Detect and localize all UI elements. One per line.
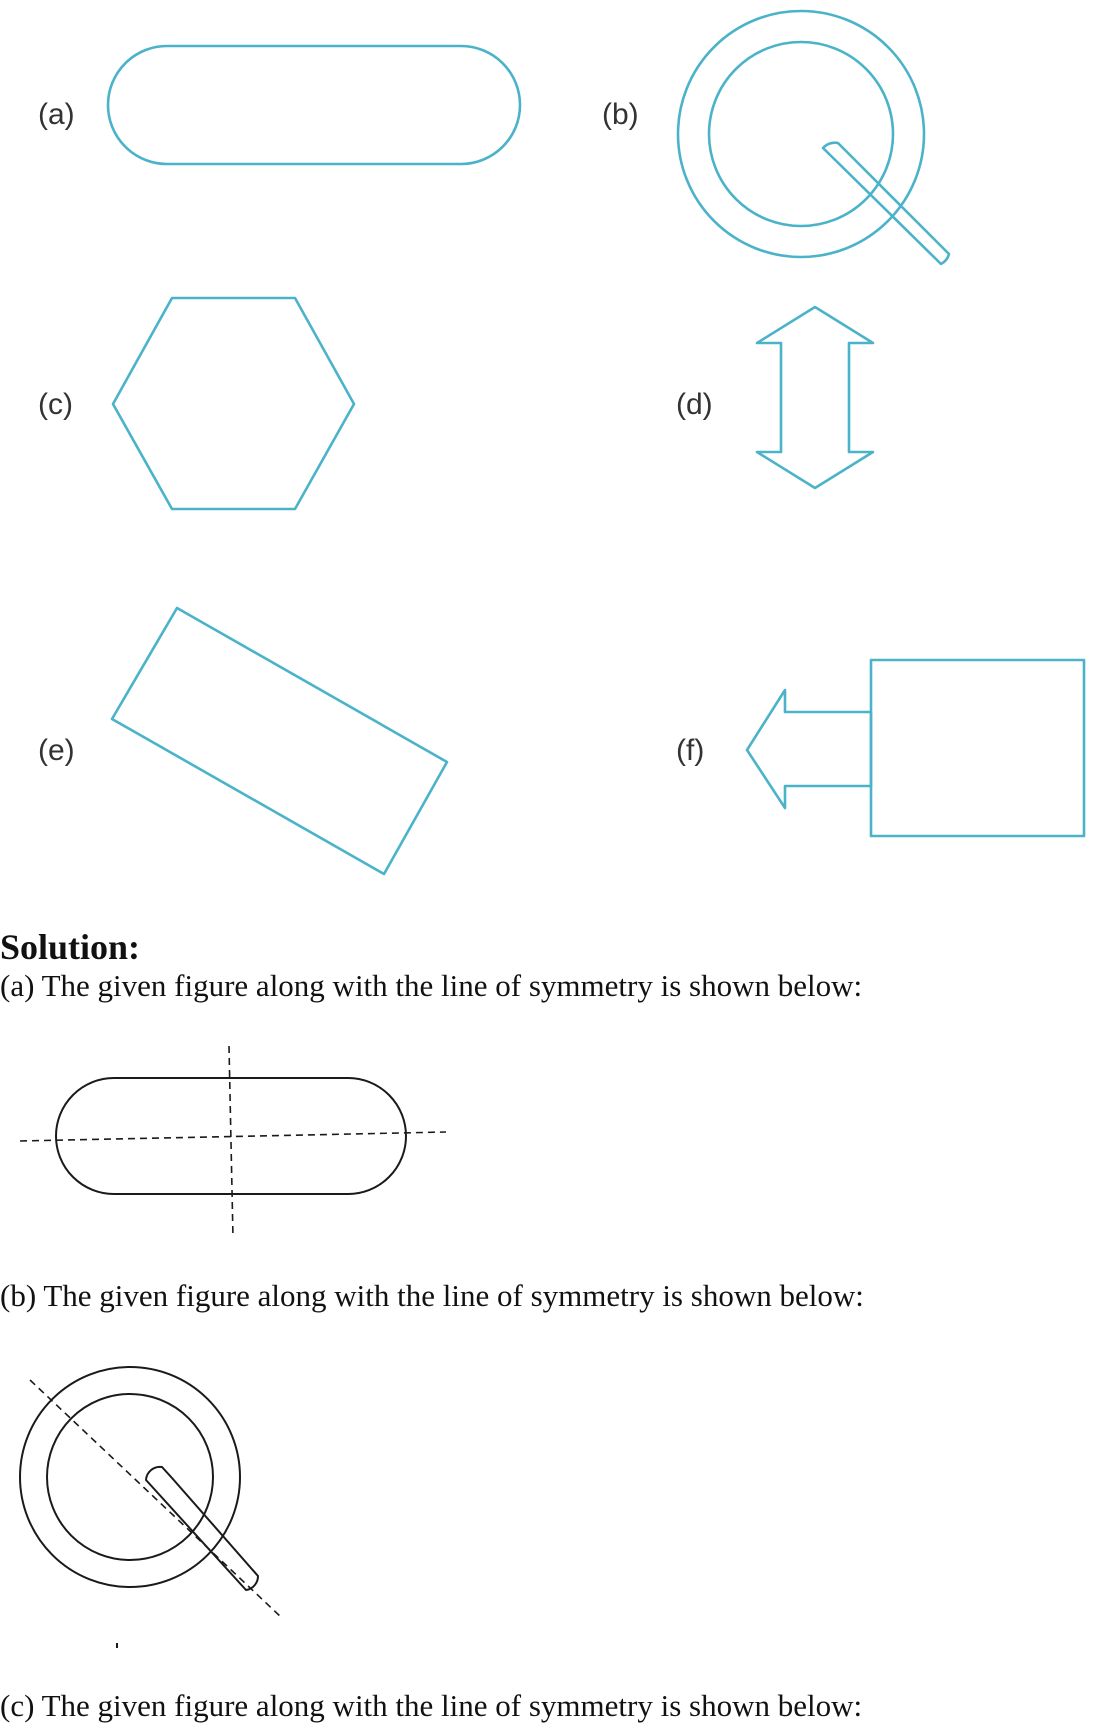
figure-e — [38, 608, 447, 874]
solution-part-c-text: (c) The given figure along with the line of symmetry is shown below: — [0, 1688, 863, 1723]
figure-d-label: (d) — [676, 388, 713, 421]
diagonal-symmetry-line — [30, 1380, 282, 1618]
q-tail-shape — [823, 143, 949, 264]
double-arrow-shape — [757, 307, 873, 488]
tilted-rectangle-shape — [112, 608, 447, 874]
q-inner-ring — [709, 42, 893, 226]
figure-a-label: (a) — [38, 98, 75, 131]
figure-e-label: (e) — [38, 734, 75, 767]
capsule-shape — [108, 46, 520, 164]
hexagon-shape — [113, 298, 354, 509]
solution-q-inner-ring — [47, 1394, 213, 1560]
figure-c — [38, 298, 354, 509]
figure-b-label: (b) — [602, 98, 639, 131]
figure-c-label: (c) — [38, 388, 73, 421]
solution-b-figure — [20, 1367, 282, 1648]
figure-b — [602, 11, 949, 264]
left-arrow-shape — [747, 690, 871, 808]
square-shape — [871, 660, 1084, 836]
vertical-symmetry-line — [229, 1046, 233, 1238]
solution-part-b-text: (b) The given figure along with the line of symmetry is shown below: — [0, 1278, 864, 1313]
horizontal-symmetry-line — [20, 1132, 446, 1141]
solution-part-a-text: (a) The given figure along with the line of symmetry is shown below: — [0, 968, 863, 1003]
solution-heading: Solution: — [0, 927, 141, 967]
figure-f — [676, 660, 1084, 836]
q-outer-ring — [678, 11, 924, 257]
figure-a — [38, 46, 520, 164]
figure-f-label: (f) — [676, 734, 705, 767]
solution-a-figure — [20, 1046, 446, 1238]
solution-q-outer-ring — [20, 1367, 240, 1587]
solution-q-tail-shape — [146, 1467, 258, 1590]
figure-d — [676, 307, 873, 488]
